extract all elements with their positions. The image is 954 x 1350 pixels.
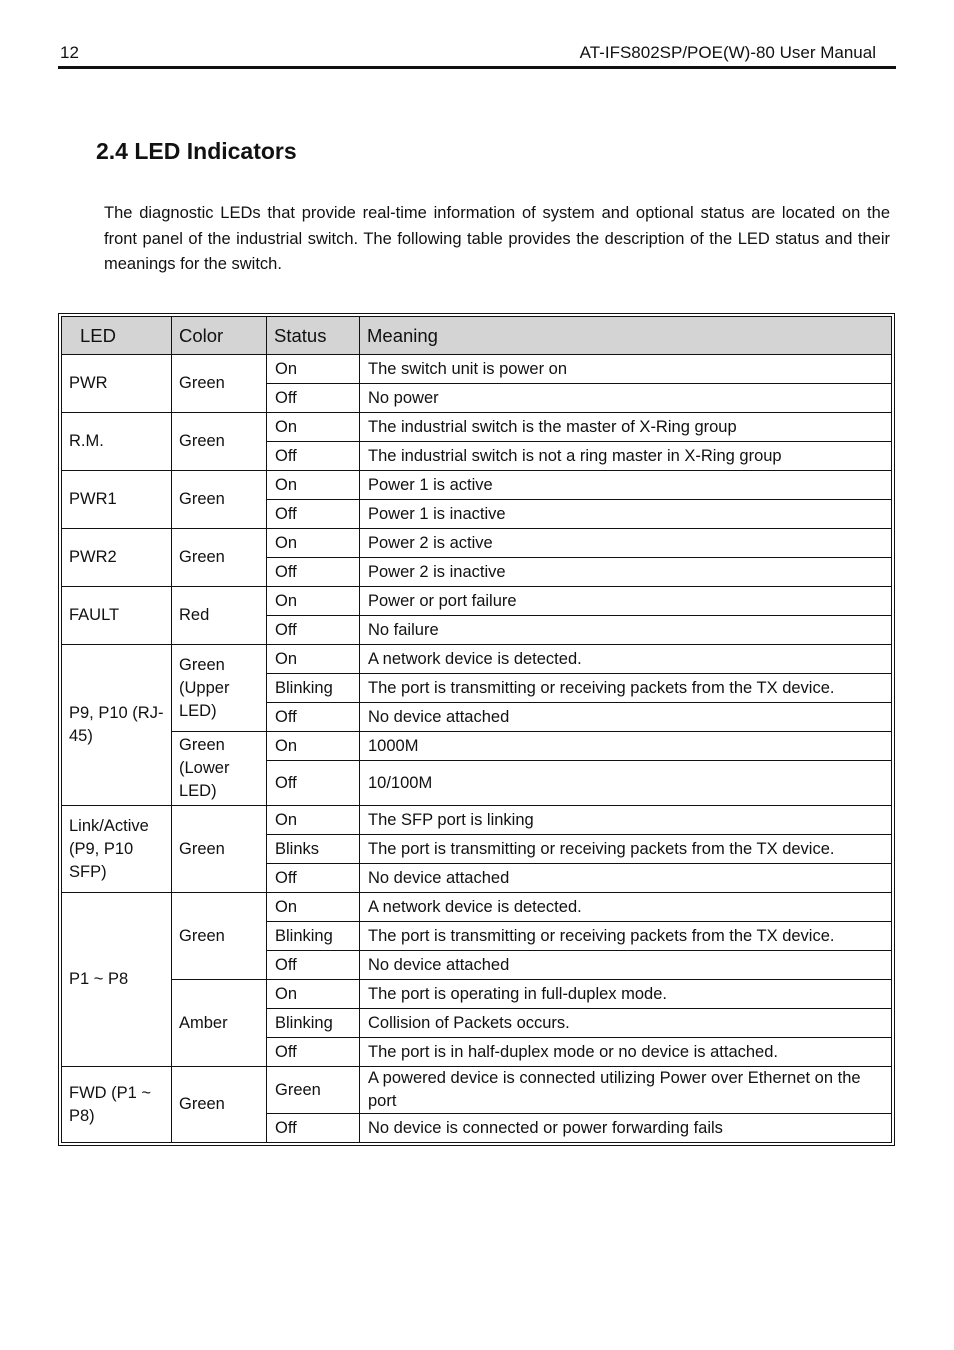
meaning-cell: No power [360, 384, 892, 413]
table-row [62, 1067, 892, 1114]
status-cell: On [267, 587, 360, 616]
table-row [62, 980, 892, 1009]
meaning-cell: 1000M [360, 732, 892, 761]
meaning-cell: No device attached [360, 951, 892, 980]
table-row [62, 529, 892, 558]
status-cell: On [267, 645, 360, 674]
color-cell: Green (Upper LED) [172, 645, 267, 732]
status-cell: Blinking [267, 674, 360, 703]
header-led: LED [62, 317, 172, 355]
meaning-cell: Power 2 is active [360, 529, 892, 558]
status-cell: Off [267, 616, 360, 645]
led-cell: R.M. [62, 413, 172, 471]
meaning-cell: No failure [360, 616, 892, 645]
meaning-cell: The port is transmitting or receiving packets from the TX device. [360, 674, 892, 703]
status-cell: On [267, 529, 360, 558]
status-cell: On [267, 893, 360, 922]
meaning-cell: Power 2 is inactive [360, 558, 892, 587]
led-cell: FAULT [62, 587, 172, 645]
status-cell: On [267, 806, 360, 835]
status-cell: Off [267, 442, 360, 471]
status-cell: Off [267, 1114, 360, 1143]
meaning-cell: The port is transmitting or receiving packets from the TX device. [360, 922, 892, 951]
color-cell: Green [172, 529, 267, 587]
meaning-cell: A powered device is connected utilizing Power over Ethernet on the port [360, 1067, 892, 1114]
status-cell: Off [267, 703, 360, 732]
meaning-cell: The port is transmitting or receiving packets from the TX device. [360, 835, 892, 864]
status-cell: Off [267, 384, 360, 413]
led-cell: PWR1 [62, 471, 172, 529]
led-cell: P9, P10 (RJ-45) [62, 645, 172, 806]
page-number: 12 [60, 43, 79, 62]
meaning-cell: A network device is detected. [360, 893, 892, 922]
header-meaning: Meaning [360, 317, 892, 355]
status-cell: Blinks [267, 835, 360, 864]
meaning-cell: No device attached [360, 864, 892, 893]
meaning-cell: No device is connected or power forwarding fails [360, 1114, 892, 1143]
color-cell: Red [172, 587, 267, 645]
color-cell: Green [172, 413, 267, 471]
header-rule [58, 66, 896, 69]
table-row [62, 355, 892, 384]
status-cell: On [267, 732, 360, 761]
section-heading: 2.4 LED Indicators [96, 138, 297, 164]
manual-title: AT-IFS802SP/POE(W)-80 User Manual [579, 43, 876, 62]
status-cell: Green [267, 1067, 360, 1114]
table-row [62, 645, 892, 674]
meaning-cell: The switch unit is power on [360, 355, 892, 384]
color-cell: Green [172, 806, 267, 893]
status-cell: Off [267, 558, 360, 587]
led-cell: PWR [62, 355, 172, 413]
meaning-cell: Power 1 is active [360, 471, 892, 500]
table-row [62, 806, 892, 835]
meaning-cell: A network device is detected. [360, 645, 892, 674]
table-row [62, 471, 892, 500]
color-cell: Amber [172, 980, 267, 1067]
status-cell: Off [267, 1038, 360, 1067]
status-cell: On [267, 355, 360, 384]
color-cell: Green [172, 471, 267, 529]
table-row [62, 732, 892, 761]
table-row [62, 413, 892, 442]
table-row [62, 893, 892, 922]
led-table [61, 316, 892, 1143]
meaning-cell: The industrial switch is not a ring master in X-Ring group [360, 442, 892, 471]
meaning-cell: Power 1 is inactive [360, 500, 892, 529]
led-cell: P1 ~ P8 [62, 893, 172, 1067]
table-header-row [62, 317, 892, 355]
status-cell: Blinking [267, 922, 360, 951]
meaning-cell: Collision of Packets occurs. [360, 1009, 892, 1038]
status-cell: On [267, 413, 360, 442]
led-table-frame [58, 313, 895, 1146]
status-cell: Off [267, 761, 360, 806]
led-cell: PWR2 [62, 529, 172, 587]
status-cell: On [267, 471, 360, 500]
status-cell: Off [267, 864, 360, 893]
meaning-cell: No device attached [360, 703, 892, 732]
header-status: Status [267, 317, 360, 355]
status-cell: Blinking [267, 1009, 360, 1038]
status-cell: Off [267, 500, 360, 529]
meaning-cell: Power or port failure [360, 587, 892, 616]
meaning-cell: The industrial switch is the master of X-Ring group [360, 413, 892, 442]
led-cell: FWD (P1 ~ P8) [62, 1067, 172, 1143]
meaning-cell: The port is operating in full-duplex mode. [360, 980, 892, 1009]
color-cell: Green (Lower LED) [172, 732, 267, 806]
header-color: Color [172, 317, 267, 355]
color-cell: Green [172, 355, 267, 413]
color-cell: Green [172, 1067, 267, 1143]
led-cell: Link/Active (P9, P10 SFP) [62, 806, 172, 893]
meaning-cell: The port is in half-duplex mode or no device is attached. [360, 1038, 892, 1067]
status-cell: Off [267, 951, 360, 980]
status-cell: On [267, 980, 360, 1009]
meaning-cell: 10/100M [360, 761, 892, 806]
intro-paragraph: The diagnostic LEDs that provide real-time information of system and optional status are located on the front panel of the industrial switch. The following table provides the description of the LED status and their meanings for the switch. [104, 204, 890, 273]
table-row [62, 587, 892, 616]
color-cell: Green [172, 893, 267, 980]
meaning-cell: The SFP port is linking [360, 806, 892, 835]
